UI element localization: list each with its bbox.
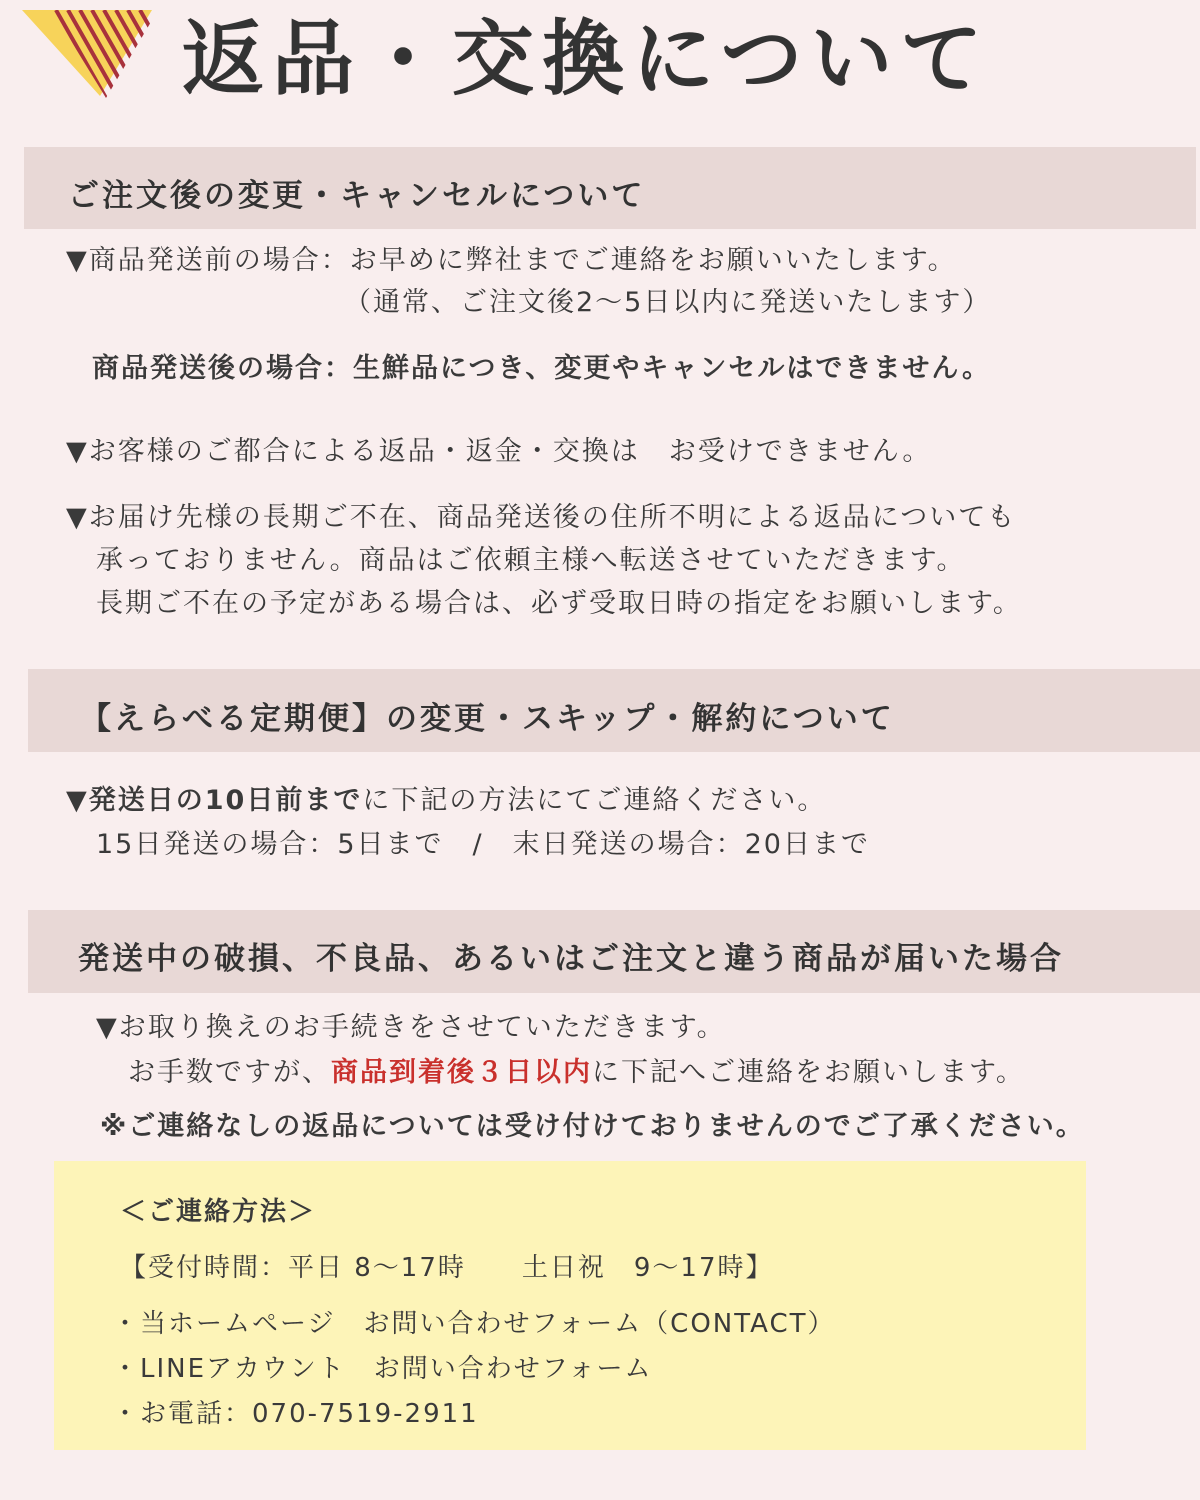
contact-within-pre: お手数ですが、: [128, 1057, 331, 1088]
text-absence-3: 長期ご不在の予定がある場合は、必ず受取日時の指定をお願いします。: [96, 588, 1022, 619]
text-exchange: ▼お取り換えのお手続きをさせていただきます。: [96, 1012, 726, 1043]
page-title: 返品・交換について: [182, 12, 991, 107]
contact-hours: 【受付時間：平日 8〜17時 土日祝 9〜17時】: [120, 1253, 774, 1283]
contact-item-phone: ・お電話：070-7519-2911: [112, 1399, 479, 1429]
text-absence-2: 承っておりません。商品はご依頼主様へ転送させていただきます。: [96, 545, 966, 576]
text-subscription-deadline: [66, 784, 826, 818]
marker: ▼: [66, 785, 89, 816]
contact-heading: ＜ご連絡方法＞: [120, 1197, 317, 1227]
text-shipping-note: （通常、ご注文後2〜5日以内に発送いたします）: [344, 287, 992, 318]
text-contact-within: [128, 1056, 1025, 1090]
text-subscription-dates: 15日発送の場合：5日まで / 末日発送の場合：20日まで: [96, 829, 870, 860]
text-before-shipping: ▼商品発送前の場合：お早めに弊社までご連絡をお願いいたします。: [66, 245, 957, 276]
text-no-returns: ▼お客様のご都合による返品・返金・交換は お受けできません。: [66, 436, 932, 467]
text-after-shipping: 商品発送後の場合：生鮮品につき、変更やキャンセルはできません。: [92, 353, 991, 384]
deadline-rest: に下記の方法にてご連絡ください。: [362, 785, 827, 816]
text-absence-1: ▼お届け先様の長期ご不在、商品発送後の住所不明による返品についても: [66, 502, 1017, 533]
section-heading-damage: 発送中の破損、不良品、あるいはご注文と違う商品が届いた場合: [78, 941, 1064, 977]
section-heading-subscription: 【えらべる定期便】の変更・スキップ・解約について: [80, 701, 895, 737]
contact-within-highlight: 商品到着後３日以内: [331, 1057, 592, 1088]
contact-within-post: に下記へご連絡をお願いします。: [592, 1057, 1025, 1088]
deadline-highlight: 発送日の10日前まで: [88, 785, 363, 816]
contact-item-line: ・LINEアカウント お問い合わせフォーム: [112, 1354, 653, 1384]
section-heading-order-change: ご注文後の変更・キャンセルについて: [68, 178, 646, 214]
logo-triangle-icon: [22, 10, 158, 98]
contact-item-website: ・当ホームページ お問い合わせフォーム（CONTACT）: [112, 1309, 836, 1339]
text-no-unannounced-returns: ※ご連絡なしの返品については受け付けておりませんのでご了承ください。: [100, 1111, 1085, 1142]
